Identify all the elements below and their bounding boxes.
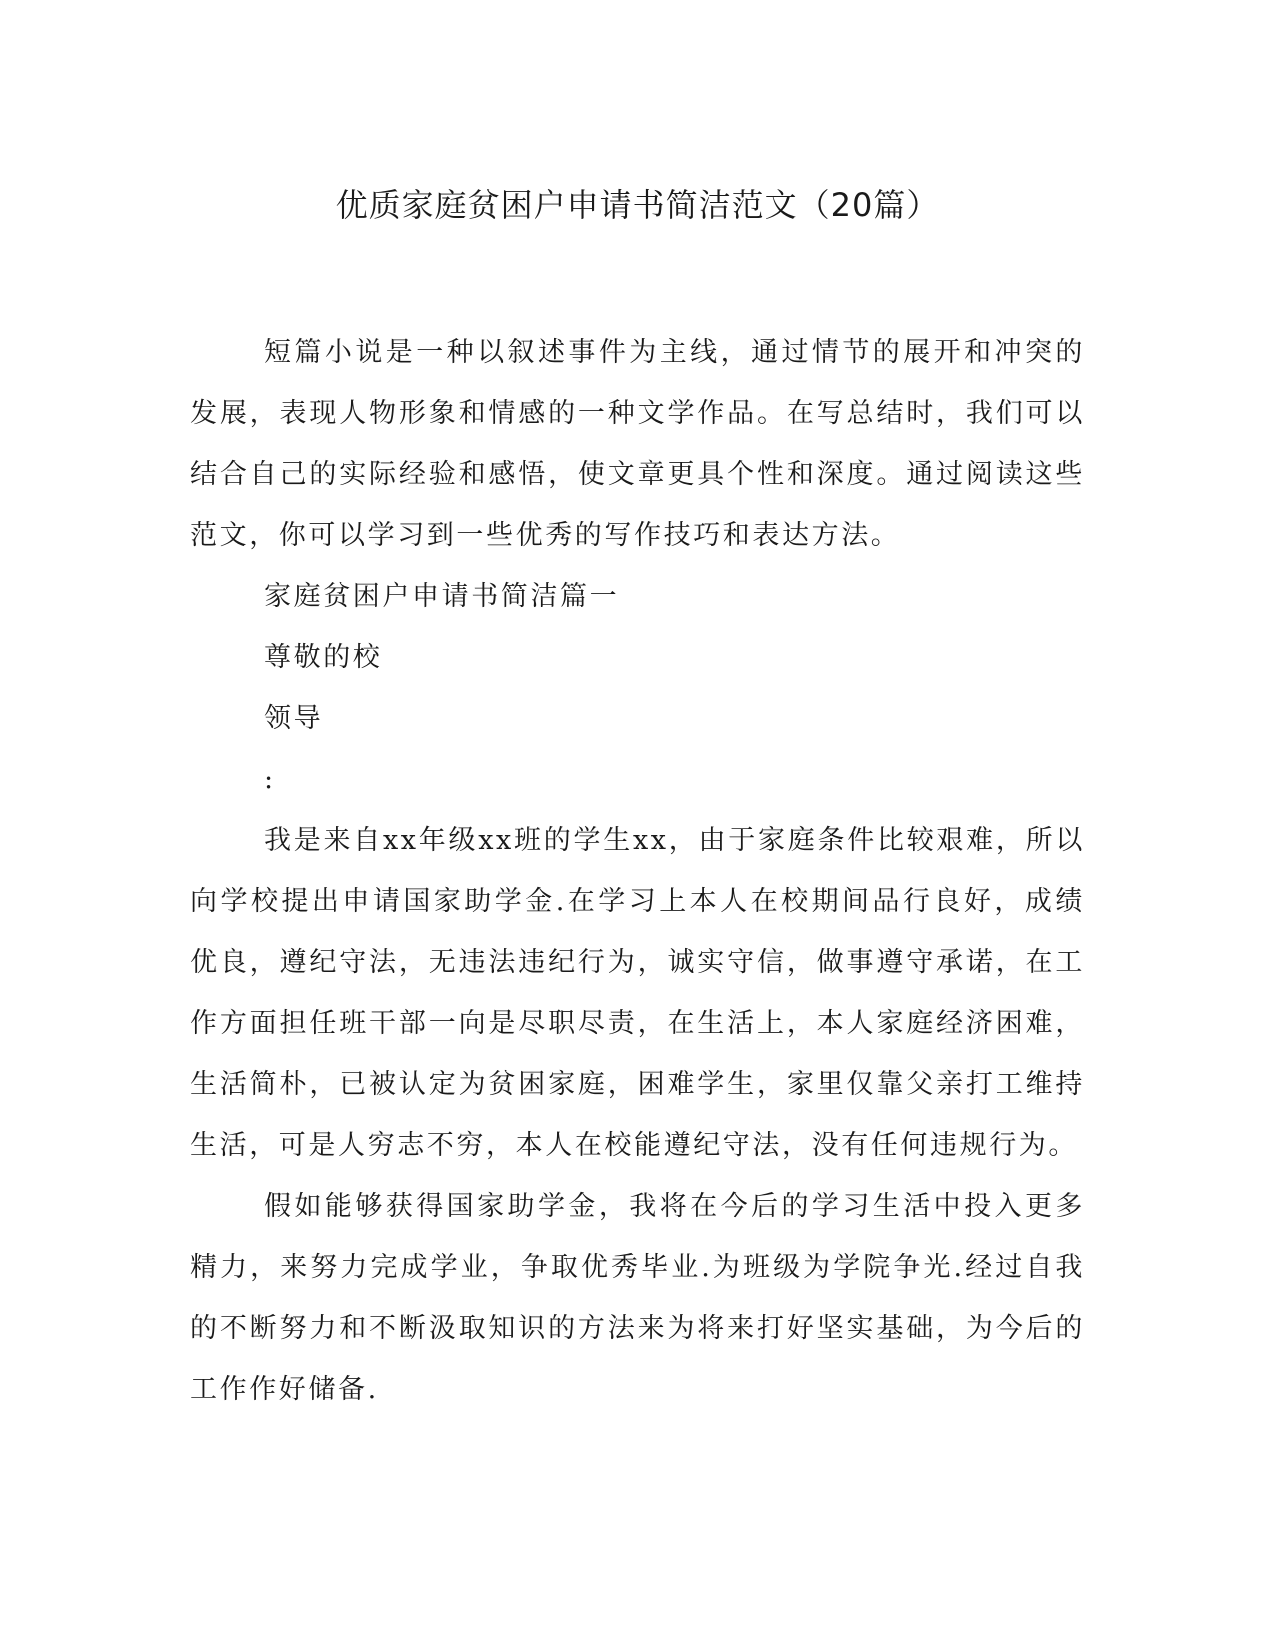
document-body bbox=[190, 322, 1085, 1420]
body-paragraph-2: 假如能够获得国家助学金，我将在今后的学习生活中投入更多精力，来努力完成学业，争取优秀毕业.为班级为学院争光.经过自我的不断努力和不断汲取知识的方法来为将来打好坚实基础，为今后的工作作好储备. bbox=[190, 1191, 1085, 1405]
salutation-colon: : bbox=[264, 764, 276, 795]
intro-paragraph: 短篇小说是一种以叙述事件为主线，通过情节的展开和冲突的发展，表现人物形象和情感的一种文学作品。在写总结时，我们可以结合自己的实际经验和感悟，使文章更具个性和深度。通过阅读这些范文，你可以学习到一些优秀的写作技巧和表达方法。 bbox=[190, 337, 1085, 551]
salutation-line-2: 领导 bbox=[264, 703, 324, 734]
document-title: 优质家庭贫困户申请书简洁范文（20篇） bbox=[335, 186, 940, 224]
salutation-line-1: 尊敬的校 bbox=[264, 642, 383, 673]
section-heading: 家庭贫困户申请书简洁篇一 bbox=[264, 581, 620, 612]
body-paragraph-1: 我是来自xx年级xx班的学生xx，由于家庭条件比较艰难，所以向学校提出申请国家助学金.在学习上本人在校期间品行良好，成绩优良，遵纪守法，无违法违纪行为，诚实守信，做事遵守承诺，在工作方面担任班干部一向是尽职尽责，在生活上，本人家庭经济困难，生活简朴，已被认定为贫困家庭，困难学生，家里仅靠父亲打工维持生活，可是人穷志不穷，本人在校能遵纪守法，没有任何违规行为。 bbox=[190, 825, 1085, 1161]
